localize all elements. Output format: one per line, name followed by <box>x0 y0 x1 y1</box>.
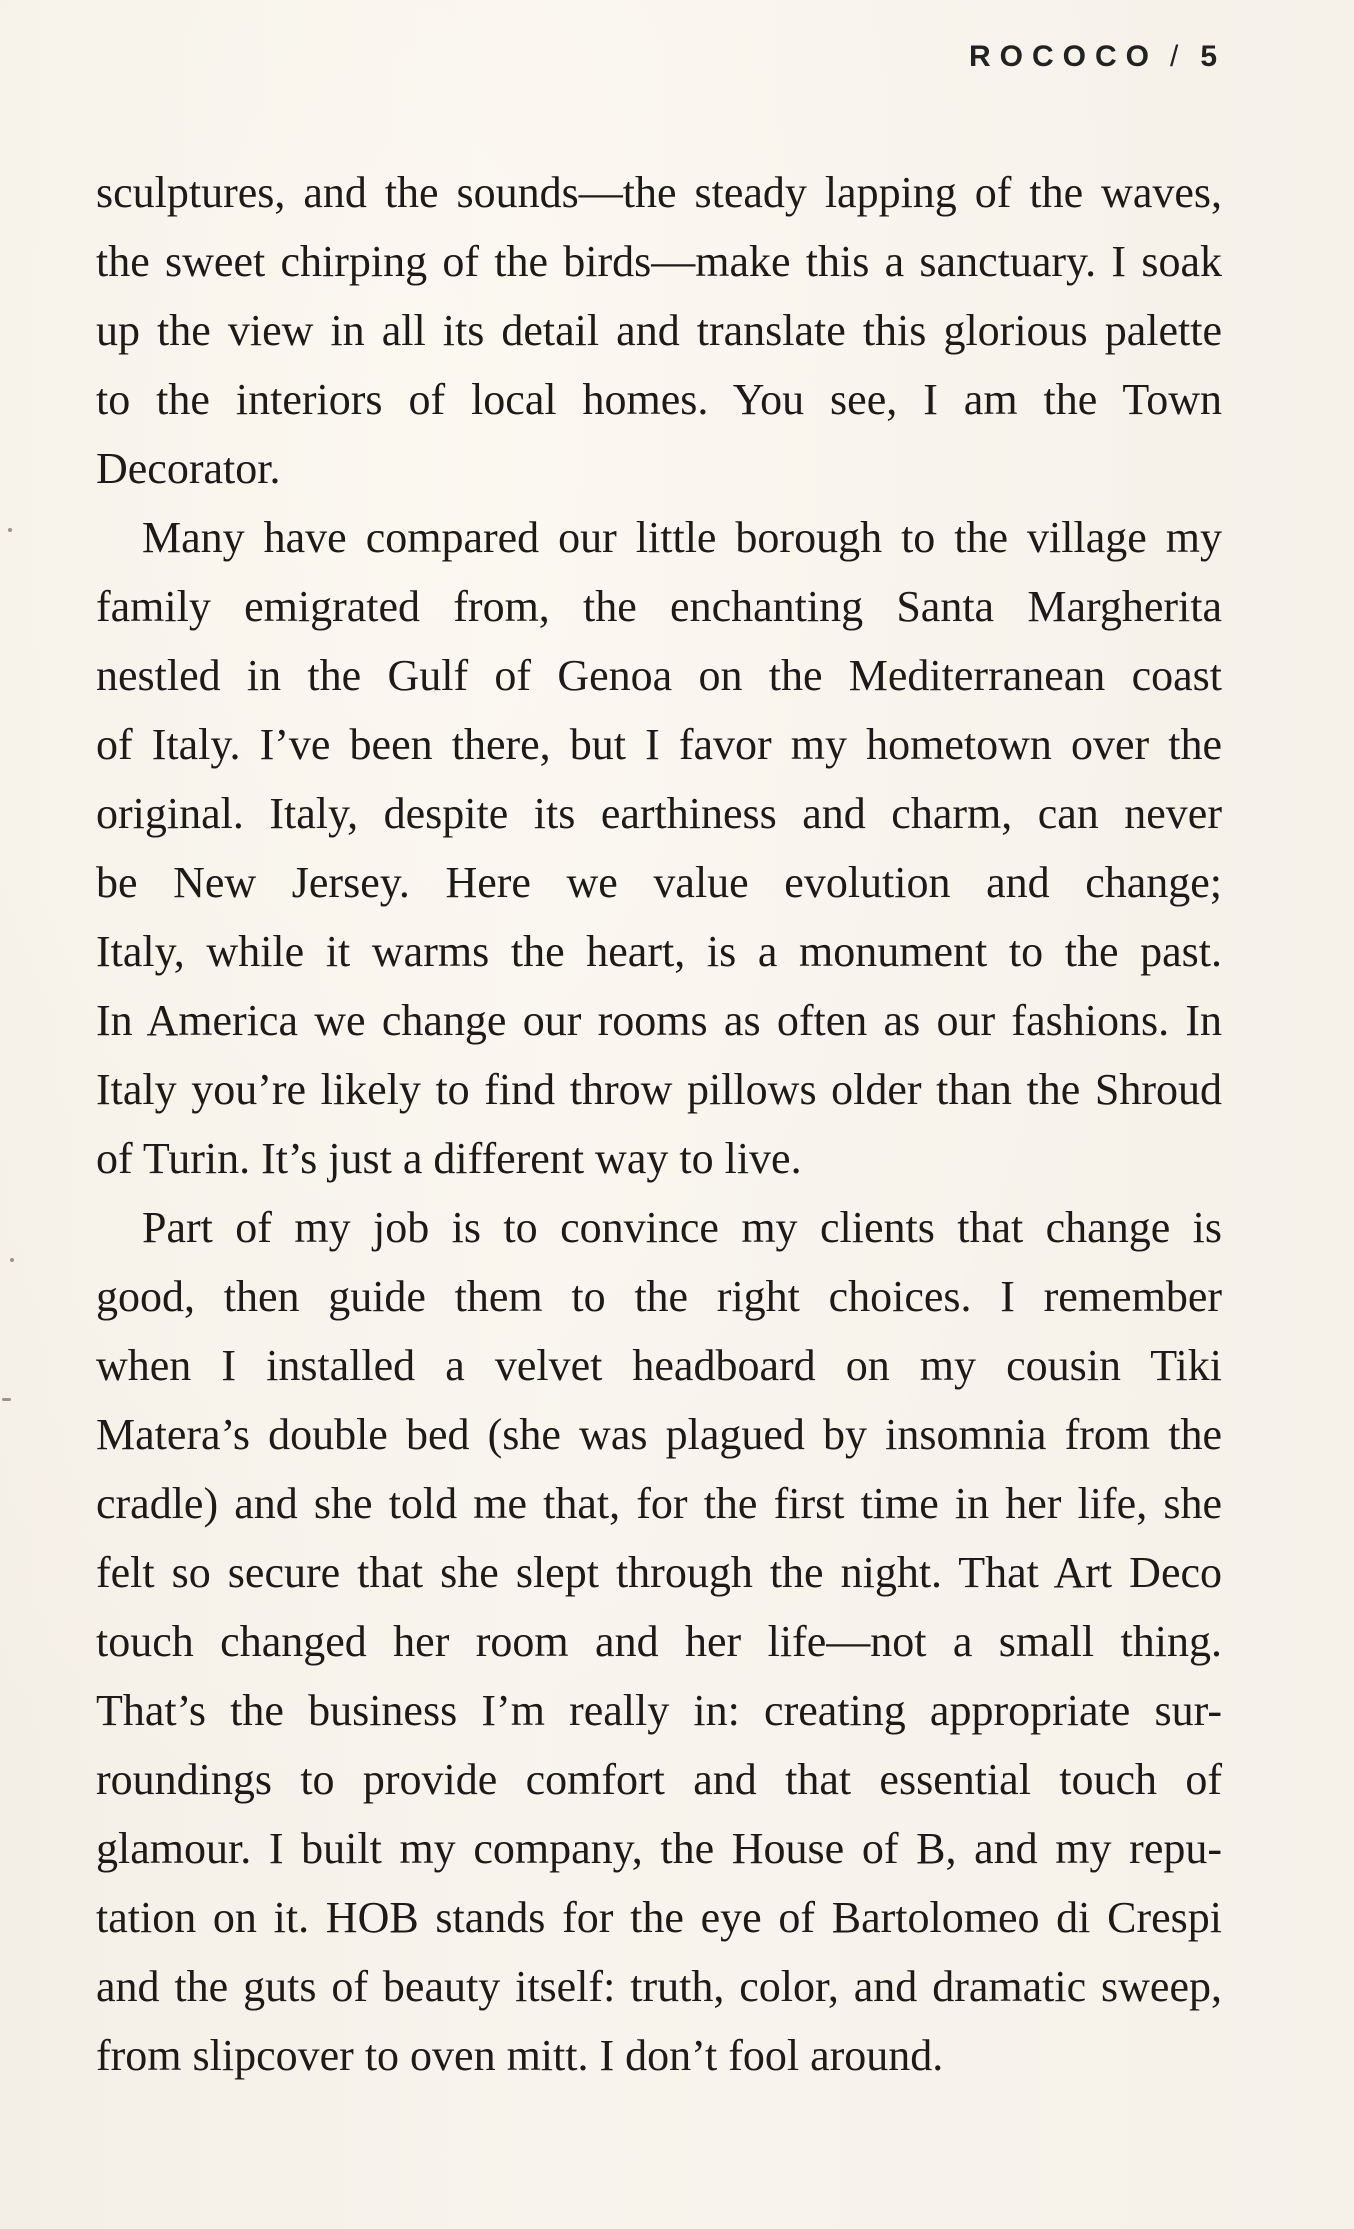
text-line: Italy, while it warms the heart, is a monument to the past. <box>96 927 1222 976</box>
text-line: That’s the business I’m really in: creating appropriate sur- <box>96 1686 1222 1735</box>
page-number: 5 <box>1200 40 1226 73</box>
text-line: Matera’s double bed (she was plagued by insomnia from the <box>96 1410 1222 1459</box>
text-line: and the guts of beauty itself: truth, color, and dramatic sweep, <box>96 1962 1222 2011</box>
text-line: from slipcover to oven mitt. I don’t fool around. <box>96 2031 944 2080</box>
text-line: tation on it. HOB stands for the eye of Bartolomeo di Crespi <box>96 1893 1222 1942</box>
text-line: felt so secure that she slept through the night. That Art Deco <box>96 1548 1222 1597</box>
chapter-title: ROCOCO <box>968 40 1158 73</box>
paper-speck <box>10 1258 14 1262</box>
paper-speck <box>8 528 12 532</box>
text-line: In America we change our rooms as often as our fashions. In <box>96 996 1222 1045</box>
header-separator: / <box>1169 40 1179 73</box>
running-head <box>969 40 1226 74</box>
text-line: sculptures, and the sounds—the steady lapping of the waves, <box>96 168 1222 217</box>
text-line: be New Jersey. Here we value evolution and change; <box>96 858 1222 907</box>
text-line: of Turin. It’s just a different way to live. <box>96 1134 802 1183</box>
text-line: nestled in the Gulf of Genoa on the Mediterranean coast <box>96 651 1222 700</box>
text-line: to the interiors of local homes. You see, I am the Town <box>96 375 1222 424</box>
text-line: when I installed a velvet headboard on my cousin Tiki <box>96 1341 1222 1390</box>
text-line: of Italy. I’ve been there, but I favor my hometown over the <box>96 720 1222 769</box>
text-line: the sweet chirping of the birds—make this a sanctuary. I soak <box>96 237 1222 286</box>
text-line: Decorator. <box>96 444 281 493</box>
paragraph-start-line: Part of my job is to convince my clients that change is <box>142 1203 1222 1252</box>
text-line: Italy you’re likely to find throw pillows older than the Shroud <box>96 1065 1222 1114</box>
body-text <box>96 158 1222 2090</box>
text-line: family emigrated from, the enchanting Santa Margherita <box>96 582 1222 631</box>
paper-speck <box>2 1398 11 1401</box>
text-line: original. Italy, despite its earthiness and charm, can never <box>96 789 1222 838</box>
paragraph-start-line: Many have compared our little borough to the village my <box>142 513 1222 562</box>
text-line: cradle) and she told me that, for the first time in her life, she <box>96 1479 1222 1528</box>
text-line: up the view in all its detail and translate this glorious palette <box>96 306 1222 355</box>
text-line: roundings to provide comfort and that essential touch of <box>96 1755 1222 1804</box>
text-line: glamour. I built my company, the House of B, and my repu- <box>96 1824 1222 1873</box>
text-line: touch changed her room and her life—not a small thing. <box>96 1617 1222 1666</box>
text-line: good, then guide them to the right choices. I remember <box>96 1272 1222 1321</box>
